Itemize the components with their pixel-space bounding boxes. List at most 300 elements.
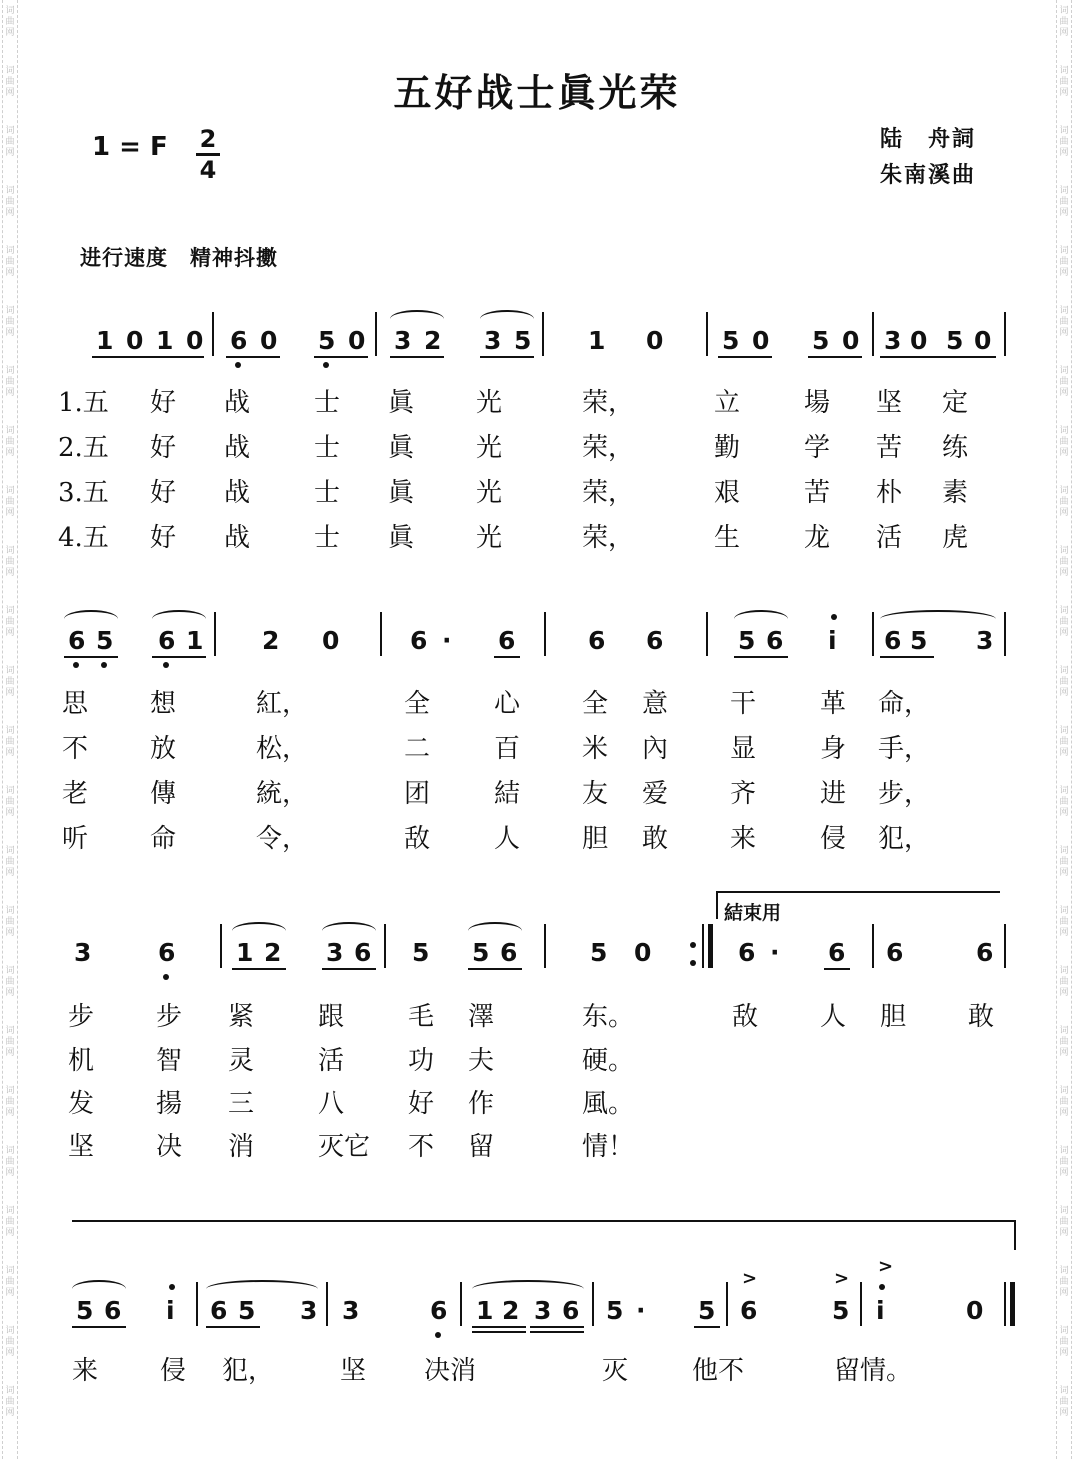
watermark-char: 曲 [5,737,15,747]
watermark-char: 曲 [1059,1097,1069,1107]
key-signature: 1 = F [92,132,168,162]
note: 0 [260,326,278,355]
lyric-syllable: 身 [820,734,847,764]
watermark-char: 曲 [1059,1337,1069,1347]
lyric-syllable: 定 [942,388,969,418]
system-4-verse [0,1350,1074,1384]
lyric-syllable: 風。 [582,1089,635,1119]
lyric-syllable: 坚 [340,1356,367,1386]
watermark-char: 词 [5,306,15,316]
watermark-char: 词 [5,546,15,556]
lyric-syllable: 士 [314,433,341,463]
watermark-char: 曲 [1059,557,1069,567]
note: 6 [738,938,756,967]
note: 6 [886,938,904,967]
lyric-syllable: 放 [150,734,177,764]
watermark-char: 词 [1059,426,1069,436]
note: 0 [322,626,340,655]
watermark-char: 网 [1059,868,1069,878]
watermark-char: 网 [5,748,15,758]
watermark-char: 曲 [5,17,15,27]
system-2-verse-4 [0,818,1074,852]
final-barline-thick [1010,1282,1015,1326]
lyric-syllable: 好 [408,1089,435,1119]
system-2-verse-3 [0,773,1074,807]
lyric-syllable: 东。 [582,1002,635,1032]
lyric-syllable: 光 [476,388,503,418]
lyric-syllable: 他不 [692,1356,745,1386]
watermark-char: 曲 [1059,257,1069,267]
note: 0 [842,326,860,355]
lyric-syllable: 敌 [732,1002,759,1032]
lyric-syllable: 苦 [876,433,903,463]
note: 6 [158,626,176,655]
watermark-char: 网 [5,328,15,338]
lyric-syllable: 来 [72,1356,99,1386]
lyric-syllable: 生 [714,523,741,553]
watermark-char: 网 [1059,688,1069,698]
watermark-char: 词 [5,726,15,736]
time-signature-top: 2 [199,125,217,153]
watermark-char: 词 [1059,246,1069,256]
lyric-syllable: 活 [876,523,903,553]
watermark-char: 词 [1059,666,1069,676]
note: 6 [210,1296,228,1325]
note: 5 [238,1296,256,1325]
watermark-char: 曲 [5,1157,15,1167]
lyric-syllable: 眞 [388,523,415,553]
composer-credit: 朱南溪曲 [880,162,977,188]
ending-label: 結束用 [724,902,782,924]
note: 6 [230,326,248,355]
note: 1 [156,326,174,355]
watermark-char: 网 [5,808,15,818]
watermark-char: 词 [1059,1026,1069,1036]
beam [494,656,520,658]
lyric-syllable: 士 [314,388,341,418]
ending-bracket [716,891,1000,893]
barline [375,312,377,356]
note: 3 [326,938,344,967]
lyric-syllable: 立 [714,388,741,418]
low-octave-dot [73,662,79,668]
watermark-char: 曲 [5,617,15,627]
note: 6 [766,626,784,655]
beam [880,356,996,358]
note: 0 [974,326,992,355]
accent-mark: > [742,1268,758,1289]
watermark-char: 网 [1059,208,1069,218]
watermark-char: 网 [5,988,15,998]
lyric-syllable: 留情。 [834,1356,913,1386]
watermark-char: 词 [5,1086,15,1096]
watermark-char: 词 [5,666,15,676]
note: 5 [606,1296,624,1325]
watermark-char: 词 [1059,906,1069,916]
lyric-syllable: 心 [494,689,521,719]
repeat-dot [690,942,696,948]
watermark-char: 词 [1059,66,1069,76]
watermark-char: 曲 [5,1277,15,1287]
watermark-char: 网 [1059,928,1069,938]
note: 6 [828,938,846,967]
lyric-syllable: 好 [150,433,177,463]
note: 5 [590,938,608,967]
watermark-char: 曲 [5,797,15,807]
final-barline [1004,1282,1006,1326]
watermark-char: 网 [5,1288,15,1298]
lyric-syllable: 好 [150,388,177,418]
barline [212,312,214,356]
watermark-char: 曲 [1059,977,1069,987]
lyric-syllable: 灭 [602,1356,629,1386]
watermark-char: 网 [5,1108,15,1118]
watermark-char: 词 [5,786,15,796]
note: 1 [588,326,606,355]
watermark-char: 曲 [1059,137,1069,147]
lyric-syllable: 素 [942,478,969,508]
note: 5 [318,326,336,355]
lyric-syllable: 好 [150,523,177,553]
watermark-char: 曲 [5,857,15,867]
beam [322,968,376,970]
note: 6 [498,626,516,655]
lyric-syllable: 手， [878,734,931,764]
beam [530,1326,584,1328]
system-1-verse-2 [0,427,1074,461]
watermark-char: 曲 [1059,737,1069,747]
watermark-char: 曲 [1059,77,1069,87]
lyric-syllable: 坚 [876,388,903,418]
watermark-char: 曲 [1059,677,1069,687]
barline [1004,612,1006,656]
watermark-char: 词 [1059,6,1069,16]
beam [718,356,772,358]
lyric-syllable: 进 [820,779,847,809]
watermark-char: 曲 [5,1397,15,1407]
watermark-char: 词 [5,1326,15,1336]
ending-bracket-continuation [72,1220,1016,1222]
lyric-syllable: 苦 [804,478,831,508]
augmentation-dot: · [442,626,452,655]
note: 3 [534,1296,552,1325]
lyric-syllable: 老 [62,779,89,809]
note: 3 [300,1296,318,1325]
system-1-verse-4 [0,517,1074,551]
note: 6 [884,626,902,655]
watermark-char: 曲 [5,1097,15,1107]
system-2-verse-2 [0,728,1074,762]
lyric-syllable: 光 [476,433,503,463]
augmentation-dot: · [636,1296,646,1325]
watermark-char: 词 [5,426,15,436]
watermark-char: 曲 [1059,797,1069,807]
watermark-char: 曲 [5,317,15,327]
lyric-syllable: 光 [476,478,503,508]
lyric-syllable: 思 [62,689,89,719]
watermark-char: 词 [1059,366,1069,376]
barline [872,312,874,356]
note: 6 [158,938,176,967]
lyric-syllable: 灵 [228,1046,255,1076]
tempo-marking: 进行速度 精神抖擻 [80,245,278,270]
lyric-syllable: 眞 [388,388,415,418]
lyric-syllable: 令， [256,824,309,854]
note: 2 [264,938,282,967]
watermark-char: 曲 [5,977,15,987]
lyric-syllable: 光 [476,523,503,553]
lyric-syllable: 場 [804,388,831,418]
beam [92,356,204,358]
slur [468,922,522,940]
lyric-syllable: 胆 [880,1002,907,1032]
barline [326,1282,328,1326]
lyric-syllable: 二 [404,734,431,764]
beam [880,656,934,658]
watermark-char: 网 [5,628,15,638]
watermark-char: 网 [5,928,15,938]
barline [542,312,544,356]
watermark-char: 词 [1059,1206,1069,1216]
watermark-char: 网 [5,448,15,458]
watermark-char: 词 [1059,1386,1069,1396]
lyric-syllable: 3.五 [58,478,109,508]
barline [220,924,222,968]
beam [206,1326,260,1328]
watermark-char: 网 [1059,568,1069,578]
barline [1004,924,1006,968]
note: 6 [588,626,606,655]
watermark-char: 网 [5,1168,15,1178]
lyric-syllable: 眞 [388,478,415,508]
lyric-syllable: 跟 [318,1002,345,1032]
lyric-syllable: 战 [224,388,251,418]
watermark-char: 网 [5,508,15,518]
lyric-syllable: 艰 [714,478,741,508]
note: 1 [186,626,204,655]
watermark-char: 网 [1059,388,1069,398]
watermark-char: 词 [5,1146,15,1156]
note: 5 [738,626,756,655]
note: 5 [910,626,928,655]
watermark-char: 网 [5,1408,15,1418]
watermark-char: 曲 [1059,857,1069,867]
low-octave-dot [435,1332,441,1338]
lyric-syllable: 团 [404,779,431,809]
beam [694,1326,720,1328]
watermark-char: 网 [5,568,15,578]
watermark-char: 网 [1059,268,1069,278]
watermark-char: 网 [5,388,15,398]
accent-mark: > [834,1268,850,1289]
watermark-char: 曲 [5,917,15,927]
watermark-char: 网 [5,1048,15,1058]
beam [314,356,368,358]
note: 2 [502,1296,520,1325]
watermark-char: 词 [1059,606,1069,616]
lyric-syllable: 結 [494,779,521,809]
lyric-syllable: 人 [820,1002,847,1032]
watermark-char: 曲 [5,1037,15,1047]
lyric-syllable: 步， [878,779,931,809]
lyric-syllable: 友 [582,779,609,809]
lyric-syllable: 人 [494,824,521,854]
watermark-char: 词 [1059,186,1069,196]
watermark-char: 词 [1059,1086,1069,1096]
watermark-char: 网 [5,268,15,278]
note: 3 [484,326,502,355]
note: 6 [410,626,428,655]
high-octave-dot [831,614,837,620]
lyric-syllable: 侵 [820,824,847,854]
watermark-char: 网 [1059,1288,1069,1298]
note: 5 [76,1296,94,1325]
watermark-char: 词 [5,1206,15,1216]
watermark-char: 词 [5,606,15,616]
watermark-char: 词 [5,846,15,856]
note: 5 [812,326,830,355]
watermark-char: 词 [5,186,15,196]
watermark-char: 词 [1059,126,1069,136]
barline [214,612,216,656]
lyric-syllable: 毛 [408,1002,435,1032]
watermark-char: 曲 [1059,1397,1069,1407]
watermark-char: 曲 [1059,17,1069,27]
note: 6 [976,938,994,967]
lyric-syllable: 紧 [228,1002,255,1032]
lyric-syllable: 命 [150,824,177,854]
watermark-char: 词 [1059,1326,1069,1336]
slur [734,610,788,628]
watermark-char: 曲 [5,377,15,387]
lyric-syllable: 百 [494,734,521,764]
lyric-syllable: 消 [228,1132,255,1162]
note: 5 [472,938,490,967]
watermark-char: 词 [5,486,15,496]
lyric-syllable: 功 [408,1046,435,1076]
watermark-char: 网 [5,208,15,218]
watermark-char: 网 [1059,1048,1069,1058]
lyric-syllable: 2.五 [58,433,109,463]
lyric-syllable: 听 [62,824,89,854]
beam [472,1326,526,1328]
watermark-char: 网 [5,28,15,38]
note: 5 [832,1296,850,1325]
note: 0 [752,326,770,355]
barline [872,924,874,968]
high-octave-dot [879,1284,885,1290]
beam [734,656,788,658]
watermark-char: 曲 [1059,1037,1069,1047]
lyric-syllable: 紅， [256,689,309,719]
watermark-char: 网 [1059,148,1069,158]
watermark-char: 曲 [1059,1277,1069,1287]
note: 2 [424,326,442,355]
beam-second [530,1331,584,1333]
barline [544,612,546,656]
watermark-char: 词 [1059,1146,1069,1156]
lyric-syllable: 学 [804,433,831,463]
lyric-syllable: 犯， [878,824,931,854]
watermark-char: 网 [1059,328,1069,338]
beam [72,1326,126,1328]
watermark-char: 网 [1059,1408,1069,1418]
beam [390,356,444,358]
note: 6 [500,938,518,967]
watermark-char: 曲 [5,437,15,447]
lyric-syllable: 全 [404,689,431,719]
watermark-char: 网 [5,1348,15,1358]
beam [824,968,850,970]
lyric-syllable: 內 [642,734,669,764]
watermark-char: 词 [5,966,15,976]
lyric-syllable: 留 [468,1132,495,1162]
lyric-syllable: 革 [820,689,847,719]
note: 6 [562,1296,580,1325]
lyric-syllable: 4.五 [58,523,109,553]
barline [380,612,382,656]
watermark-char: 曲 [5,677,15,687]
note: 0 [910,326,928,355]
watermark-char: 网 [5,148,15,158]
barline [860,1282,862,1326]
lyric-syllable: 荣， [582,523,635,553]
slur [390,310,444,328]
watermark-char: 曲 [5,497,15,507]
lyric-syllable: 命， [878,689,931,719]
note: 5 [946,326,964,355]
system-2-notes [0,626,1074,666]
watermark-char: 曲 [5,257,15,267]
watermark-char: 曲 [1059,377,1069,387]
slur [480,310,534,328]
lyric-syllable: 不 [408,1132,435,1162]
lyric-syllable: 步 [68,1002,95,1032]
watermark-char: 曲 [1059,437,1069,447]
watermark-char: 词 [5,1386,15,1396]
beam [480,356,534,358]
note: i [876,1296,885,1325]
barline [544,924,546,968]
slur [472,1280,584,1298]
watermark-char: 词 [1059,786,1069,796]
lyric-syllable: 傳 [150,779,177,809]
lyric-syllable: 作 [468,1089,495,1119]
watermark-char: 曲 [1059,917,1069,927]
lyric-syllable: 犯， [222,1356,275,1386]
watermark-char: 曲 [1059,197,1069,207]
note: i [828,626,837,655]
watermark-char: 网 [1059,508,1069,518]
note: 1 [236,938,254,967]
lyric-syllable: 荣， [582,478,635,508]
watermark-char: 词 [5,126,15,136]
lyric-syllable: 发 [68,1089,95,1119]
lyric-syllable: 干 [730,689,757,719]
watermark-char: 网 [1059,1108,1069,1118]
note: 3 [394,326,412,355]
lyric-syllable: 1.五 [58,388,109,418]
lyric-syllable: 侵 [160,1356,187,1386]
barline [706,612,708,656]
lyric-syllable: 松， [256,734,309,764]
system-4-notes [0,1256,1074,1336]
watermark-char: 曲 [5,197,15,207]
watermark-char: 网 [1059,808,1069,818]
watermark-char: 词 [1059,966,1069,976]
lyric-syllable: 龙 [804,523,831,553]
note: 5 [412,938,430,967]
